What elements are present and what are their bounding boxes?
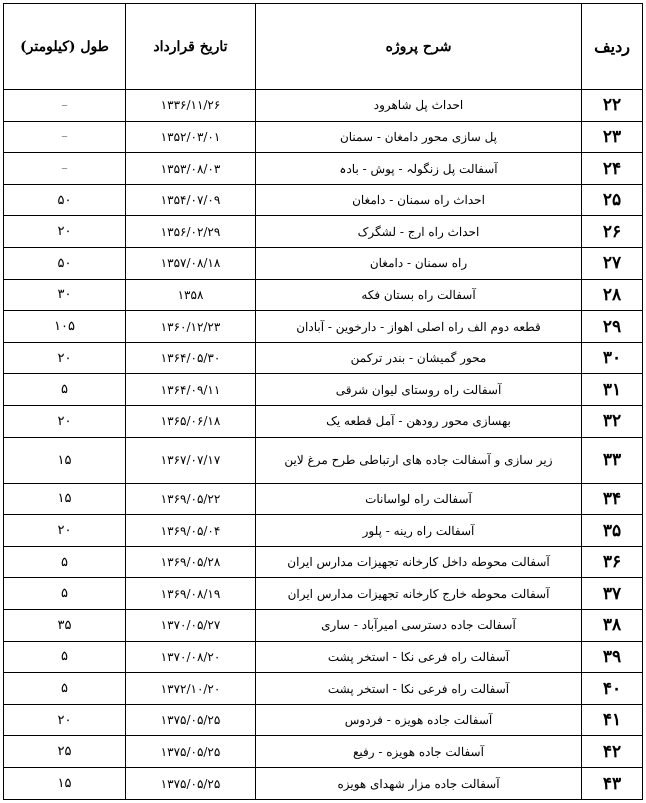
projects-table: [3, 3, 643, 800]
row-number-cell: ۴۱: [582, 704, 643, 736]
row-number-cell: ۲۴: [582, 153, 643, 185]
table-row: [4, 610, 643, 642]
project-description-cell: آسفالت راه روستای لیوان شرقی: [256, 374, 582, 406]
table-row: [4, 673, 643, 705]
table-body: [4, 90, 643, 800]
length-km-cell: ۵۰: [4, 184, 126, 216]
length-km-cell: ۵: [4, 641, 126, 673]
header-row-number: ردیف: [582, 4, 643, 90]
table-row: [4, 704, 643, 736]
length-km-cell: ۱۰۵: [4, 311, 126, 343]
length-km-cell: –: [4, 90, 126, 122]
project-description-cell: آسفالت راه لواسانات: [256, 483, 582, 515]
header-row: [4, 4, 643, 90]
project-description-cell: بهسازی محور رودهن - آمل قطعه یک: [256, 406, 582, 438]
project-description-cell: آسفالت جاده هویزه - فردوس: [256, 704, 582, 736]
length-km-cell: ۲۰: [4, 704, 126, 736]
contract-date-cell: ۱۳۵۷/۰۸/۱۸: [126, 248, 256, 280]
length-km-cell: ۵: [4, 374, 126, 406]
header-description: شرح پروژه: [256, 4, 582, 90]
project-description-cell: آسفالت محوطه خارج کارخانه تجهیزات مدارس ایران: [256, 578, 582, 610]
table-row: [4, 483, 643, 515]
table-row: [4, 90, 643, 122]
table-row: [4, 216, 643, 248]
row-number-cell: ۳۷: [582, 578, 643, 610]
length-km-cell: ۵: [4, 578, 126, 610]
contract-date-cell: ۱۳۷۰/۰۵/۲۷: [126, 610, 256, 642]
row-number-cell: ۲۳: [582, 121, 643, 153]
table-row: [4, 641, 643, 673]
project-description-cell: احداث راه ارج - لشگرک: [256, 216, 582, 248]
project-description-cell: راه سمنان - دامغان: [256, 248, 582, 280]
project-description-cell: آسفالت پل زنگولہ - پوش - بادہ: [256, 153, 582, 185]
length-km-cell: ۱۵: [4, 483, 126, 515]
length-km-cell: –: [4, 153, 126, 185]
contract-date-cell: ۱۳۶۹/۰۵/۲۸: [126, 546, 256, 578]
row-number-cell: ۲۹: [582, 311, 643, 343]
table-row: [4, 515, 643, 547]
project-description-cell: آسفالت راه رینه - پلور: [256, 515, 582, 547]
table-row: [4, 736, 643, 768]
contract-date-cell: ۱۳۵۲/۰۳/۰۱: [126, 121, 256, 153]
contract-date-cell: ۱۳۶۷/۰۷/۱۷: [126, 437, 256, 483]
project-description-cell: احداث پل شاهرود: [256, 90, 582, 122]
length-km-cell: ۲۵: [4, 736, 126, 768]
length-km-cell: ۲۰: [4, 216, 126, 248]
table-row: [4, 248, 643, 280]
row-number-cell: ۲۸: [582, 279, 643, 311]
contract-date-cell: ۱۳۷۵/۰۵/۲۵: [126, 768, 256, 800]
length-km-cell: ۵: [4, 673, 126, 705]
length-km-cell: ۳۰: [4, 279, 126, 311]
table-row: [4, 768, 643, 800]
table-row: [4, 279, 643, 311]
table-row: [4, 342, 643, 374]
contract-date-cell: ۱۳۷۵/۰۵/۲۵: [126, 736, 256, 768]
contract-date-cell: ۱۳۶۹/۰۵/۲۲: [126, 483, 256, 515]
length-km-cell: ۱۵: [4, 768, 126, 800]
table-row: [4, 546, 643, 578]
project-description-cell: آسفالت راه بستان فکه: [256, 279, 582, 311]
project-description-cell: آسفالت جاده مزار شهدای هویزه: [256, 768, 582, 800]
project-description-cell: زیر سازی و آسفالت جاده های ارتباطی طرح مرغ لاین: [256, 437, 582, 483]
table-row: [4, 437, 643, 483]
table-row: [4, 406, 643, 438]
row-number-cell: ۴۳: [582, 768, 643, 800]
table-row: [4, 578, 643, 610]
contract-date-cell: ۱۳۳۶/۱۱/۲۶: [126, 90, 256, 122]
header-length: طول (کیلومتر): [4, 4, 126, 90]
row-number-cell: ۳۰: [582, 342, 643, 374]
contract-date-cell: ۱۳۵۶/۰۲/۲۹: [126, 216, 256, 248]
length-km-cell: ۳۵: [4, 610, 126, 642]
row-number-cell: ۲۲: [582, 90, 643, 122]
table-row: [4, 121, 643, 153]
contract-date-cell: ۱۳۷۰/۰۸/۲۰: [126, 641, 256, 673]
contract-date-cell: ۱۳۷۲/۱۰/۲۰: [126, 673, 256, 705]
row-number-cell: ۳۱: [582, 374, 643, 406]
project-description-cell: محور گمیشان - بندر ترکمن: [256, 342, 582, 374]
contract-date-cell: ۱۳۵۸: [126, 279, 256, 311]
row-number-cell: ۳۲: [582, 406, 643, 438]
row-number-cell: ۲۷: [582, 248, 643, 280]
row-number-cell: ۴۲: [582, 736, 643, 768]
project-description-cell: احداث راه سمنان - دامغان: [256, 184, 582, 216]
row-number-cell: ۳۸: [582, 610, 643, 642]
contract-date-cell: ۱۳۵۴/۰۷/۰۹: [126, 184, 256, 216]
project-description-cell: آسفالت جاده هویزه - رفیع: [256, 736, 582, 768]
project-description-cell: آسفالت محوطه داخل کارخانه تجهیزات مدارس ایران: [256, 546, 582, 578]
length-km-cell: ۵۰: [4, 248, 126, 280]
table-row: [4, 184, 643, 216]
project-description-cell: آسفالت جاده دسترسی امیرآباد - ساری: [256, 610, 582, 642]
contract-date-cell: ۱۳۶۹/۰۸/۱۹: [126, 578, 256, 610]
length-km-cell: ۲۰: [4, 406, 126, 438]
row-number-cell: ۳۴: [582, 483, 643, 515]
project-description-cell: آسفالت راه فرعی نکا - استخر پشت: [256, 673, 582, 705]
contract-date-cell: ۱۳۶۵/۰۶/۱۸: [126, 406, 256, 438]
length-km-cell: –: [4, 121, 126, 153]
contract-date-cell: ۱۳۶۹/۰۵/۰۴: [126, 515, 256, 547]
contract-date-cell: ۱۳۶۰/۱۲/۲۳: [126, 311, 256, 343]
contract-date-cell: ۱۳۶۴/۰۵/۳۰: [126, 342, 256, 374]
row-number-cell: ۲۵: [582, 184, 643, 216]
contract-date-cell: ۱۳۶۴/۰۹/۱۱: [126, 374, 256, 406]
length-km-cell: ۱۵: [4, 437, 126, 483]
table-row: [4, 153, 643, 185]
project-description-cell: قطعه دوم الف راه اصلی اهواز - دارخوین - آبادان: [256, 311, 582, 343]
table-row: [4, 374, 643, 406]
row-number-cell: ۴۰: [582, 673, 643, 705]
length-km-cell: ۲۰: [4, 342, 126, 374]
row-number-cell: ۲۶: [582, 216, 643, 248]
project-description-cell: پل سازی محور دامغان - سمنان: [256, 121, 582, 153]
header-contract-date: تاریخ قرارداد: [126, 4, 256, 90]
contract-date-cell: ۱۳۷۵/۰۵/۲۵: [126, 704, 256, 736]
row-number-cell: ۳۹: [582, 641, 643, 673]
length-km-cell: ۲۰: [4, 515, 126, 547]
row-number-cell: ۳۵: [582, 515, 643, 547]
table-row: [4, 311, 643, 343]
contract-date-cell: ۱۳۵۳/۰۸/۰۳: [126, 153, 256, 185]
project-description-cell: آسفالت راه فرعی نکا - استخر پشت: [256, 641, 582, 673]
length-km-cell: ۵: [4, 546, 126, 578]
row-number-cell: ۳۳: [582, 437, 643, 483]
row-number-cell: ۳۶: [582, 546, 643, 578]
